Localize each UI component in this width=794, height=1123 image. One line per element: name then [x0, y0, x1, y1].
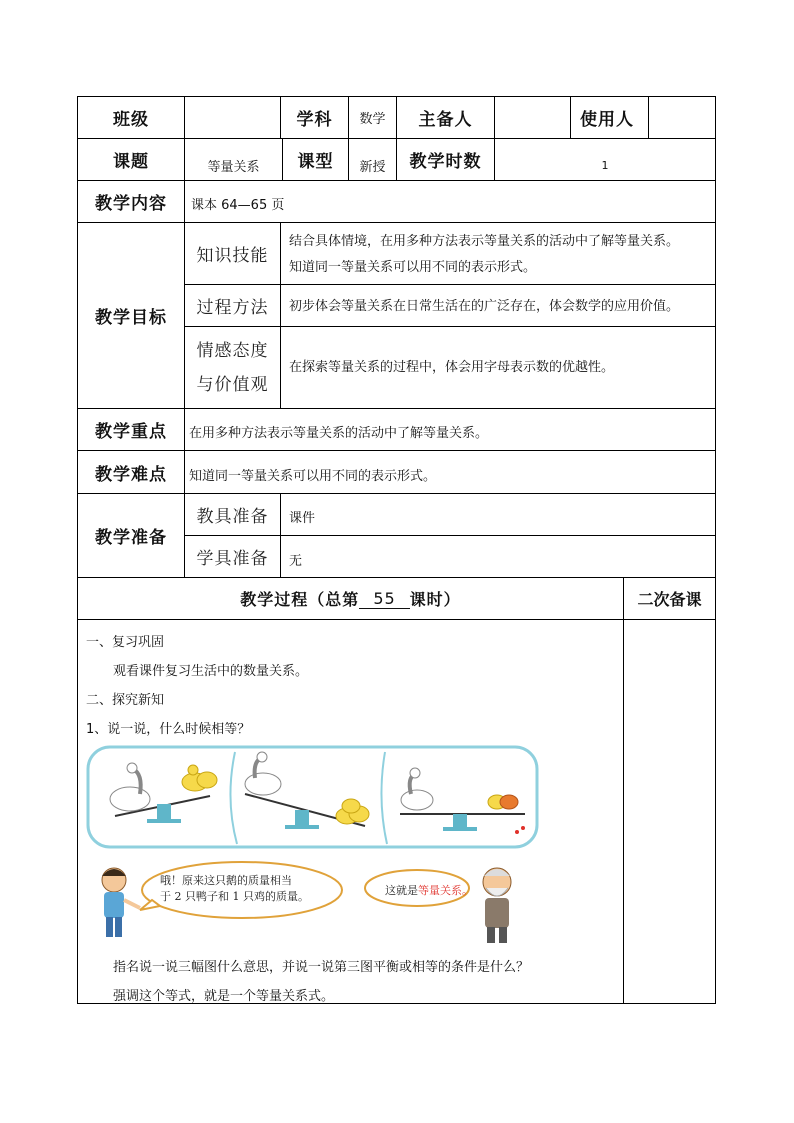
- after-line-2: 强调这个等式，就是一个等量关系式。: [113, 989, 335, 1004]
- objective-knowledge-text: [281, 225, 715, 285]
- topic-label: 课题: [113, 152, 149, 172]
- objective-attitude-label-1: 情感态度: [196, 340, 269, 361]
- process-title-suffix: 课时）: [409, 590, 461, 609]
- objective-process-text: 初步体会等量关系在日常生活在的广泛存在，体会数学的应用价值。: [289, 298, 680, 314]
- objective-knowledge-line-1: 结合具体情境，在用多种方法表示等量关系的活动中了解等量关系。: [289, 234, 680, 249]
- subject-label: 学科: [296, 110, 333, 130]
- user-value[interactable]: [649, 97, 715, 138]
- hours-value: 1: [601, 159, 609, 172]
- speech-right-text: [385, 882, 473, 898]
- type-label: 课型: [297, 152, 334, 172]
- class-label: 班级: [113, 110, 149, 130]
- teacher-prep-label: 教具准备: [196, 507, 269, 527]
- content-label: 教学内容: [95, 194, 167, 214]
- speech-right-prefix: 这就是: [385, 884, 418, 897]
- user-label: 使用人: [580, 110, 634, 130]
- topic-value: 等量关系: [207, 160, 260, 175]
- class-value[interactable]: [185, 97, 280, 138]
- balance-illustration: [85, 744, 540, 854]
- dialogue-illustration: [92, 860, 532, 945]
- objective-attitude-label: [185, 327, 280, 408]
- review-text: 观看课件复习生活中的数量关系。: [113, 664, 309, 679]
- hours-label: 教学时数: [409, 152, 482, 172]
- objective-knowledge-line-2: 知道同一等量关系可以用不同的表示形式。: [289, 260, 537, 275]
- teacher-prep-value: 课件: [289, 510, 316, 526]
- difficulty-value: 知道同一等量关系可以用不同的表示形式。: [189, 469, 437, 484]
- objective-process-label: 过程方法: [196, 298, 269, 318]
- objective-attitude-label-2: 与价值观: [196, 374, 269, 395]
- objective-attitude-text: 在探索等量关系的过程中，体会用字母表示数的优越性。: [289, 359, 615, 375]
- type-value: 新授: [359, 160, 386, 175]
- preparation-label: 教学准备: [95, 528, 167, 548]
- section-review: 一、复习巩固: [86, 635, 165, 650]
- key-point-value: 在用多种方法表示等量关系的活动中了解等量关系。: [189, 425, 489, 441]
- student-prep-value: 无: [289, 553, 303, 569]
- key-point-label: 教学重点: [95, 422, 167, 442]
- second-prep-label: 二次备课: [637, 590, 702, 609]
- subject-value: 数学: [359, 112, 386, 127]
- process-title-prefix: 教学过程（总第: [240, 590, 360, 609]
- section-explore: 二、探究新知: [86, 693, 165, 708]
- grandpa-icon: [483, 868, 511, 943]
- speech-left-line-2: 于 2 只鸭子和 1 只鸡的质量。: [160, 890, 309, 903]
- speech-left-line-1: 哦！原来这只鹅的质量相当: [160, 874, 292, 887]
- speech-right-highlight: 等量关系。: [418, 884, 473, 897]
- speech-left-text: [160, 873, 309, 905]
- difficulty-label: 教学难点: [95, 464, 167, 485]
- after-line-1: 指名说一说三幅图什么意思，并说一说第三图平衡或相等的条件是什么？: [113, 960, 530, 975]
- boy-icon: [102, 868, 140, 937]
- illustration-frame: [88, 747, 537, 847]
- lesson-number: 55: [359, 589, 409, 609]
- student-prep-label: 学具准备: [196, 549, 269, 569]
- preparer-value[interactable]: [495, 97, 570, 138]
- process-title: [78, 578, 623, 619]
- content-value: 课本 64—65 页: [191, 197, 285, 213]
- objective-knowledge-label: 知识技能: [196, 246, 269, 266]
- objectives-label: 教学目标: [95, 308, 167, 328]
- hen-icon: [500, 795, 518, 809]
- question-1: 1、说一说，什么时候相等？: [86, 722, 251, 737]
- preparer-label: 主备人: [418, 110, 473, 130]
